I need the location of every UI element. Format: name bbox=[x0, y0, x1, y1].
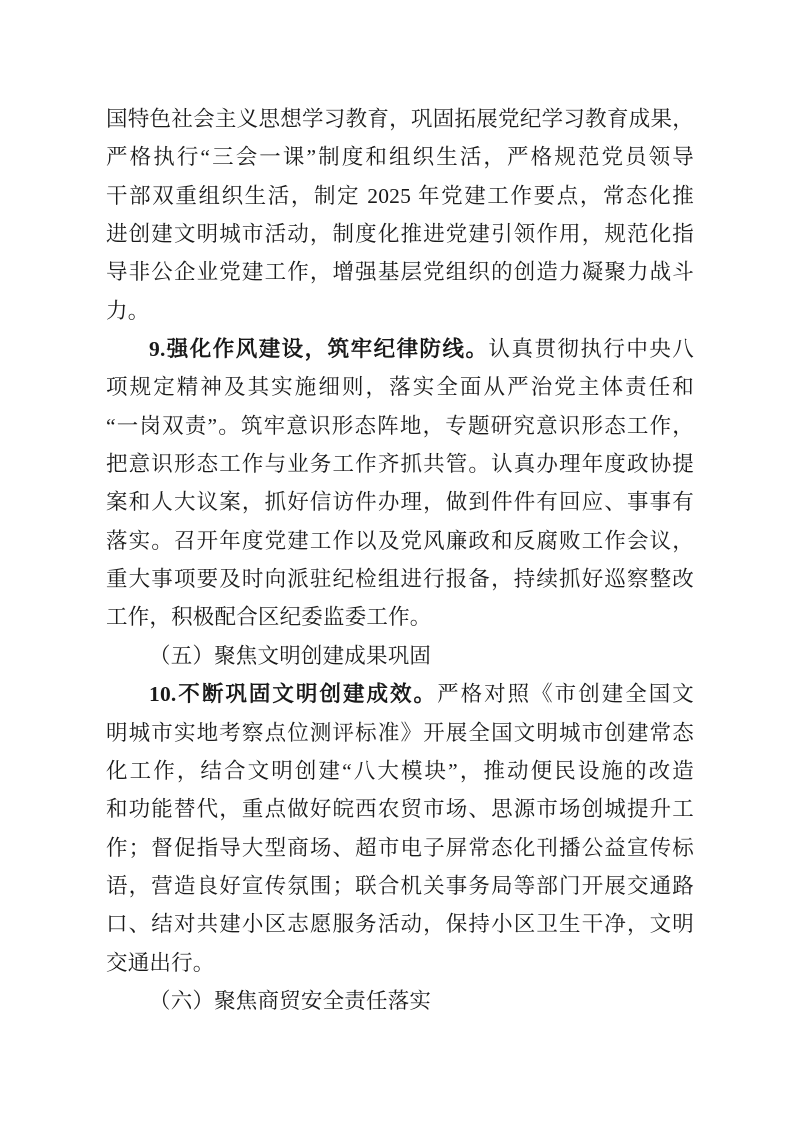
clause-heading: 10.不断巩固文明创建成效。 bbox=[149, 682, 438, 707]
body-text: 作；督促指导大型商场、超市电子屏常态化刊播公益宣传标 bbox=[106, 835, 694, 860]
body-text: 力。 bbox=[106, 298, 150, 323]
text-line bbox=[106, 560, 694, 598]
body-text: 语，营造良好宣传氛围；联合机关事务局等部门开展交通路 bbox=[106, 873, 694, 898]
text-line bbox=[106, 330, 694, 368]
text-line bbox=[106, 637, 694, 675]
body-text: 案和人大议案，抓好信访件办理，做到件件有回应、事事有 bbox=[106, 490, 694, 515]
body-text: “一岗双责”。筑牢意识形态阵地，专题研究意识形态工作， bbox=[106, 413, 694, 438]
body-text: 交通出行。 bbox=[106, 950, 215, 975]
text-line bbox=[106, 368, 694, 406]
text-line bbox=[106, 752, 694, 790]
text-line bbox=[106, 714, 694, 752]
text-line bbox=[106, 867, 694, 905]
text-line bbox=[106, 829, 694, 867]
body-text: 认真贯彻执行中央八 bbox=[488, 337, 694, 362]
body-text: 落实。召开年度党建工作以及党风廉政和反腐败工作会议， bbox=[106, 528, 694, 553]
body-text: 国特色社会主义思想学习教育，巩固拓展党纪学习教育成果， bbox=[106, 107, 694, 131]
text-line bbox=[106, 598, 694, 636]
body-text: 明城市实地考察点位测评标准》开展全国文明城市创建常态 bbox=[106, 720, 694, 745]
text-line bbox=[106, 522, 694, 560]
text-line bbox=[106, 445, 694, 483]
text-line bbox=[106, 100, 694, 138]
body-text: 导非公企业党建工作，增强基层党组织的创造力凝聚力战斗 bbox=[106, 260, 694, 285]
body-text: 口、结对共建小区志愿服务活动，保持小区卫生干净，文明 bbox=[106, 912, 694, 937]
section-heading: （六）聚焦商贸安全责任落实 bbox=[149, 988, 432, 1013]
text-line bbox=[106, 483, 694, 521]
body-text: 重大事项要及时向派驻纪检组进行报备，持续抓好巡察整改 bbox=[106, 567, 694, 592]
text-line bbox=[106, 675, 694, 713]
text-line bbox=[106, 944, 694, 982]
body-text: 项规定精神及其实施细则，落实全面从严治党主体责任和 bbox=[106, 375, 694, 400]
document-body bbox=[106, 100, 694, 1020]
text-line bbox=[106, 905, 694, 943]
text-line bbox=[106, 790, 694, 828]
body-text: 化工作，结合文明创建“八大模块”，推动便民设施的改造 bbox=[106, 758, 694, 783]
text-line bbox=[106, 138, 694, 176]
body-text: 工作，积极配合区纪委监委工作。 bbox=[106, 605, 432, 630]
body-text: 和功能替代，重点做好皖西农贸市场、思源市场创城提升工 bbox=[106, 797, 694, 822]
body-text: 进创建文明城市活动，制度化推进党建引领作用，规范化指 bbox=[106, 222, 694, 247]
text-line bbox=[106, 407, 694, 445]
text-line bbox=[106, 292, 694, 330]
body-text: 严格执行“三会一课”制度和组织生活，严格规范党员领导 bbox=[106, 145, 694, 170]
text-line bbox=[106, 177, 694, 215]
text-line bbox=[106, 215, 694, 253]
section-heading: （五）聚焦文明创建成果巩固 bbox=[149, 643, 432, 668]
text-line bbox=[106, 253, 694, 291]
body-text: 干部双重组织生活，制定 2025 年党建工作要点，常态化推 bbox=[106, 183, 694, 208]
body-text: 严格对照《市创建全国文 bbox=[437, 682, 694, 707]
body-text: 把意识形态工作与业务工作齐抓共管。认真办理年度政协提 bbox=[106, 452, 694, 477]
text-line bbox=[106, 982, 694, 1020]
clause-heading: 9.强化作风建设，筑牢纪律防线。 bbox=[149, 337, 489, 362]
